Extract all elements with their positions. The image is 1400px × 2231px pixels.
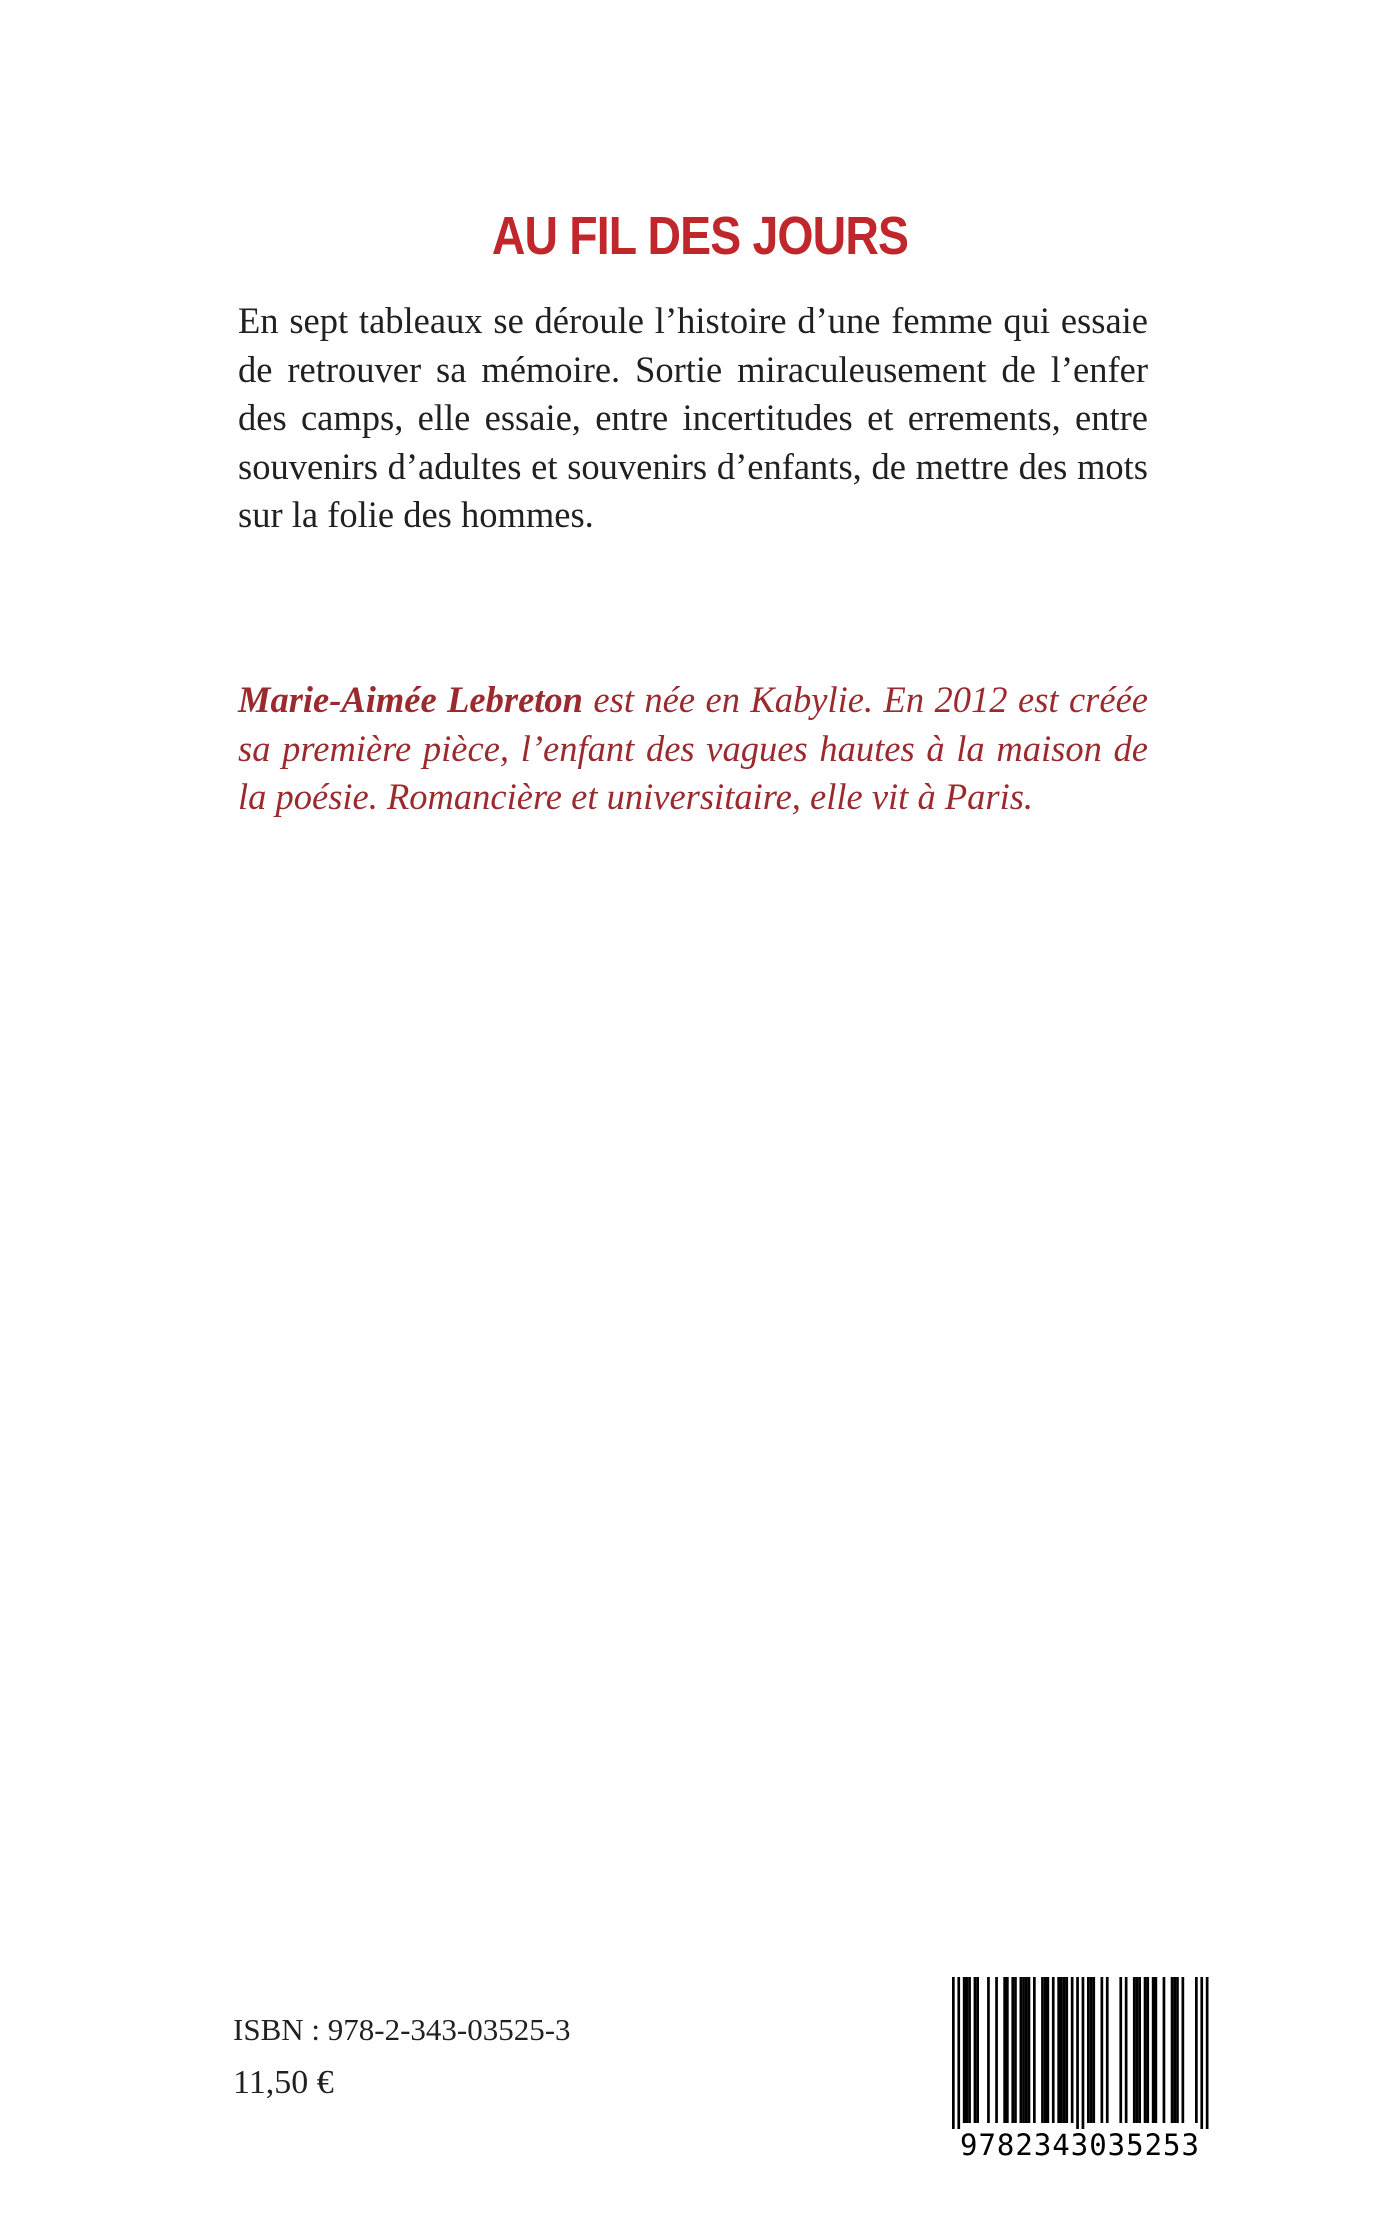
barcode-bar	[1119, 1977, 1122, 2123]
barcode-bar	[1195, 1977, 1198, 2123]
barcode-bar	[1020, 1977, 1023, 2123]
barcode-bar	[968, 1977, 971, 2123]
barcode-bar	[957, 1977, 960, 2129]
barcode-bar	[1176, 1977, 1179, 2123]
barcode-bar	[1057, 1977, 1060, 2123]
barcode-bar	[987, 1977, 990, 2123]
barcode-bar	[963, 1977, 966, 2123]
author-name: Marie-Aimée Lebreton	[238, 679, 583, 720]
author-bio	[238, 676, 1148, 822]
barcode-bar	[1003, 1977, 1006, 2123]
barcode-bar	[1076, 1977, 1079, 2129]
price-label: 11,50 €	[233, 2064, 334, 2101]
barcode-bar	[1044, 1977, 1047, 2123]
barcode-bar	[1146, 1977, 1149, 2123]
barcode-bar	[1136, 1977, 1139, 2123]
barcode-bar	[976, 1977, 979, 2123]
barcode-bar	[1171, 1977, 1174, 2123]
barcode-bar	[1106, 1977, 1109, 2123]
author-bio-text: est née en Kabylie. En 2012 est créée sa première pièce, l’enfant des vagues hautes à la maison de la poésie. Romancière et universitaire, elle vit à Paris.	[238, 679, 1148, 817]
barcode-bar	[1200, 1977, 1203, 2129]
barcode-bar	[952, 1977, 955, 2129]
barcode-bar	[1041, 1977, 1044, 2123]
barcode-bar	[1138, 1977, 1141, 2123]
barcode-bar	[1090, 1977, 1093, 2123]
barcode-bar	[1101, 1977, 1104, 2123]
barcode-bar	[1144, 1977, 1147, 2123]
barcode-bar	[1028, 1977, 1031, 2123]
barcode-bar	[1092, 1977, 1095, 2123]
barcode-bar	[1206, 1977, 1209, 2129]
barcode-bar	[1011, 1977, 1014, 2123]
barcode-bar	[1060, 1977, 1063, 2123]
barcode-bar	[1155, 1977, 1158, 2123]
barcode-bar	[1006, 1977, 1009, 2123]
barcode-bar	[1125, 1977, 1128, 2123]
barcode-bar	[1182, 1977, 1185, 2123]
barcode-bar	[1065, 1977, 1068, 2123]
barcode-bar	[1063, 1977, 1066, 2123]
barcode-bar	[1025, 1977, 1028, 2123]
barcode-bar	[974, 1977, 977, 2123]
barcode-bar	[1082, 1977, 1085, 2129]
barcode-bar	[1033, 1977, 1036, 2123]
book-title: AU FIL DES JOURS	[491, 206, 909, 267]
barcode-bar	[1014, 1977, 1017, 2123]
barcode-bar	[1071, 1977, 1074, 2123]
barcode-digits: 9782343035253	[960, 2128, 1200, 2162]
barcode-bar	[1152, 1977, 1155, 2123]
book-blurb: En sept tableaux se déroule l’histoire d’une femme qui essaie de retrouver sa mémoire. Sortie miraculeusement de l’enfer des camps, elle essaie, entre incertitudes et errements, entre souvenirs d’adultes et souvenirs d’enfants, de mettre des mots sur la folie des hommes.	[238, 300, 1148, 535]
barcode-bar	[1163, 1977, 1166, 2123]
isbn-label: ISBN : 978-2-343-03525-3	[233, 2012, 571, 2047]
barcode-bar	[1173, 1977, 1176, 2123]
barcode-bar	[1047, 1977, 1050, 2123]
barcode-bars	[930, 1977, 1230, 2129]
barcode-bar	[966, 1977, 969, 2123]
barcode-bar	[1087, 1977, 1090, 2123]
barcode-bar	[995, 1977, 998, 2123]
barcode	[930, 1977, 1230, 2177]
barcode-bar	[1052, 1977, 1055, 2123]
barcode-bar	[1133, 1977, 1136, 2123]
barcode-bar	[1022, 1977, 1025, 2123]
